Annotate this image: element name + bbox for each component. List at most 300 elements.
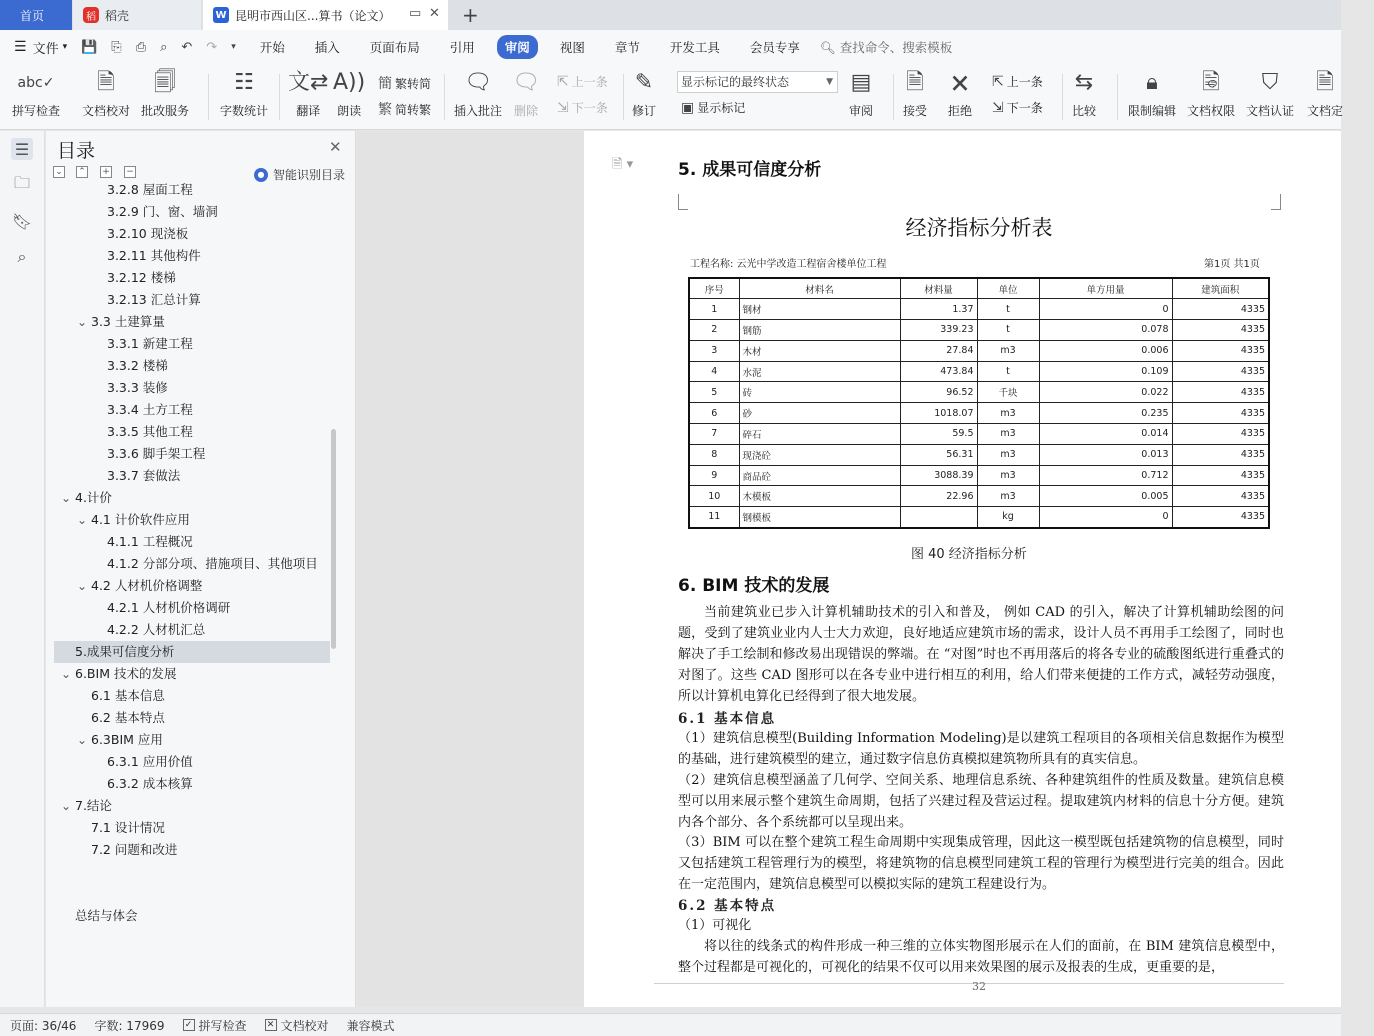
show-markup-button[interactable] <box>681 99 745 116</box>
toc-item <box>54 883 330 905</box>
reject-label: 拒绝 <box>948 104 973 118</box>
toc-item-label: 7.2 问题和改进 <box>91 842 178 857</box>
chevron-down-icon: ▾ <box>62 42 68 52</box>
toc-expand-icon[interactable]: ⌄ <box>77 513 88 527</box>
page-number: 32 <box>972 980 986 993</box>
table-cell: 钢材 <box>739 299 900 320</box>
menu-bar <box>0 30 1341 64</box>
toc-item[interactable] <box>54 575 330 597</box>
table-cell: 砖 <box>739 382 900 403</box>
table-header-cell: 建筑面积 <box>1172 278 1269 299</box>
quick-access-more-icon[interactable]: ▾ <box>231 42 236 52</box>
table-cell: 4335 <box>1172 424 1269 445</box>
toc-item-label: 3.3 土建算量 <box>91 314 165 329</box>
table-cell: 0.022 <box>1039 382 1172 403</box>
table-cell: 27.84 <box>900 340 977 361</box>
toc-expand-icon[interactable]: ⌄ <box>77 579 88 593</box>
toc-item-label: 3.2.9 门、窗、墙洞 <box>107 204 218 219</box>
table-cell: 9 <box>689 465 739 486</box>
toc-item[interactable] <box>54 399 330 421</box>
table-cell: 4335 <box>1172 465 1269 486</box>
menu-tab-2[interactable]: 页面布局 <box>369 40 420 55</box>
table-row <box>689 299 1269 320</box>
doc-proof-toggle[interactable] <box>265 1017 329 1034</box>
table-cell: 砂 <box>739 403 900 424</box>
toc-item[interactable] <box>54 751 330 773</box>
doc-proof-label: 文档校对 <box>82 104 131 118</box>
review-pane-button[interactable] <box>849 68 873 119</box>
ribbon-separator <box>1062 74 1063 120</box>
toc-item[interactable] <box>54 729 330 751</box>
table-cell: 0.109 <box>1039 361 1172 382</box>
table-cell: t <box>977 299 1039 320</box>
print-icon[interactable]: ⎙ <box>135 39 147 55</box>
prev-comment-icon: ⇱ <box>557 73 569 90</box>
toc-item-label: 6.2 基本特点 <box>91 710 165 725</box>
status-bar <box>0 1013 1341 1036</box>
review-pane-label: 审阅 <box>849 104 874 118</box>
chevron-down-icon: ▼ <box>826 77 833 87</box>
table-cell: t <box>977 320 1039 341</box>
table-cell: 木材 <box>739 340 900 361</box>
toc-item[interactable] <box>54 619 330 641</box>
toc-item[interactable] <box>54 817 330 839</box>
accept-button[interactable] <box>903 68 927 119</box>
trad-to-simp-button[interactable] <box>378 73 431 93</box>
toc-item[interactable] <box>54 179 330 201</box>
next-comment-button[interactable] <box>557 99 608 116</box>
toc-item-label: 7.结论 <box>75 798 112 813</box>
table-cell: 0.006 <box>1039 340 1172 361</box>
doc-rights-button[interactable] <box>1187 68 1235 119</box>
simp-to-trad-icon: 繁 <box>378 102 392 118</box>
table-cell: 1018.07 <box>900 403 977 424</box>
table-cell: m3 <box>977 486 1039 507</box>
tab-document[interactable] <box>203 0 448 30</box>
word-count-indicator[interactable]: 字数: 17969 <box>94 1018 165 1033</box>
toc-expand-icon[interactable]: ⌄ <box>61 491 72 505</box>
revise-icon: ✎ <box>634 70 654 95</box>
economic-indicator-table <box>688 277 1270 529</box>
table-header-cell: 单位 <box>977 278 1039 299</box>
toc-item[interactable] <box>54 311 330 333</box>
table-cell: t <box>977 361 1039 382</box>
spell-check-button[interactable] <box>12 68 60 119</box>
compare-button[interactable] <box>1072 68 1096 119</box>
tab-home-label: 首页 <box>20 8 45 23</box>
insert-comment-button[interactable] <box>454 68 502 119</box>
restore-tab-icon[interactable]: ▭ <box>409 6 422 21</box>
tab-daoke-label: 稻壳 <box>105 8 130 23</box>
toc-item[interactable] <box>54 905 330 927</box>
translate-label: 翻译 <box>296 104 321 118</box>
table-row <box>689 361 1269 382</box>
toc-item[interactable] <box>54 421 330 443</box>
project-name: 工程名称: 云光中学改造工程宿舍楼单位工程 <box>690 259 887 270</box>
table-cell: m3 <box>977 340 1039 361</box>
subsection-6-2-heading: 6.2 基本特点 <box>678 898 777 914</box>
doc-proof-icon: 🗎 <box>97 70 115 95</box>
reject-button[interactable] <box>948 68 972 119</box>
close-icon[interactable]: ✕ <box>329 138 342 156</box>
insert-comment-icon: 🗨 <box>464 70 492 95</box>
toc-item-label: 6.3BIM 应用 <box>91 732 163 747</box>
batch-service-icon: 🗐 <box>154 70 176 95</box>
batch-service-button[interactable] <box>141 68 189 119</box>
table-cell: 2 <box>689 320 739 341</box>
table-cell: 0.078 <box>1039 320 1172 341</box>
chapter-icon[interactable]: 🗀 <box>13 172 30 192</box>
section-5-heading: 5. 成果可信度分析 <box>678 160 822 180</box>
table-cell: 千块 <box>977 382 1039 403</box>
table-cell: 4335 <box>1172 486 1269 507</box>
toc-item[interactable] <box>54 245 330 267</box>
toc-item-label: 3.3.6 脚手架工程 <box>107 446 206 461</box>
table-header-cell: 材料量 <box>900 278 977 299</box>
table-cell: 4335 <box>1172 299 1269 320</box>
toc-item[interactable] <box>54 707 330 729</box>
tab-document-label: 昆明市西山区...算书（论文） <box>235 8 391 23</box>
toc-item-label: 4.2.2 人材机汇总 <box>107 622 206 637</box>
table-cell: 1 <box>689 299 739 320</box>
ribbon-separator <box>1117 74 1118 120</box>
toc-item[interactable] <box>54 443 330 465</box>
table-cell: 碎石 <box>739 424 900 445</box>
insert-comment-label: 插入批注 <box>454 104 503 118</box>
toc-item[interactable] <box>54 487 330 509</box>
toc-item-label: 4.1 计价软件应用 <box>91 512 190 527</box>
doc-rights-icon: 🗟 <box>1202 70 1220 95</box>
section-6-heading: 6. BIM 技术的发展 <box>678 576 830 596</box>
table-cell <box>900 507 977 528</box>
hamburger-icon: ☰ <box>14 39 27 55</box>
menu-tab-5[interactable]: 视图 <box>559 40 585 55</box>
table-cell: 0 <box>1039 299 1172 320</box>
toc-item-label: 7.1 设计情况 <box>91 820 165 835</box>
toc-item-label: 3.2.11 其他构件 <box>107 248 201 263</box>
new-tab-icon[interactable]: + <box>462 3 479 27</box>
toc-item-label: 3.3.3 装修 <box>107 380 168 395</box>
toc-item-label: 6.3.1 应用价值 <box>107 754 193 769</box>
table-cell: 96.52 <box>900 382 977 403</box>
file-menu[interactable] <box>14 38 67 57</box>
doc-rights-label: 文档权限 <box>1187 104 1236 118</box>
accept-icon: 🗎 <box>906 70 924 95</box>
table-cell: 0.712 <box>1039 465 1172 486</box>
toc-item-label: 3.3.5 其他工程 <box>107 424 193 439</box>
toc-scrollbar[interactable] <box>331 429 336 649</box>
prev-comment-button[interactable] <box>557 73 608 90</box>
restrict-edit-label: 限制编辑 <box>1128 104 1177 118</box>
toc-icon[interactable]: ☰ <box>11 138 33 160</box>
table-cell: 339.23 <box>900 320 977 341</box>
paragraph: （2）建筑信息模型涵盖了几何学、空间关系、地理信息系统、各种建筑组件的性质及数量。建筑信息模型可以用来展示整个建筑生命周期，包括了兴建过程及营运过程。提取建筑内材料的信息十分方便。建筑内各个部分、各个系统都可以呈现出来。 <box>678 773 1284 830</box>
spell-check-status-label: 拼写检查 <box>198 1018 247 1033</box>
collapse-all-icon[interactable]: ⌄ <box>53 166 65 178</box>
simp-to-trad-button[interactable] <box>378 99 431 119</box>
toc-item-label: 5.成果可信度分析 <box>75 644 175 659</box>
command-search[interactable]: 🔍︎ 查找命令、搜索模板 <box>819 40 953 55</box>
prev-comment-label: 上一条 <box>571 75 608 89</box>
doc-proof-status-label: 文档校对 <box>280 1018 329 1033</box>
table-title: 经济指标分析表 <box>905 216 1053 240</box>
spell-check-icon: abc✓ <box>17 75 55 91</box>
menu-tab-1[interactable]: 插入 <box>314 40 340 55</box>
table-cell: 0.235 <box>1039 403 1172 424</box>
toc-item-label: 3.2.12 楼梯 <box>107 270 176 285</box>
table-cell: 5 <box>689 382 739 403</box>
table-cell: 10 <box>689 486 739 507</box>
table-row <box>689 320 1269 341</box>
table-cell: 商品砼 <box>739 465 900 486</box>
document-page[interactable] <box>584 131 1341 1007</box>
table-cell: 11 <box>689 507 739 528</box>
prev-change-icon: ⇱ <box>992 73 1004 90</box>
toc-item-label: 4.1.1 工程概况 <box>107 534 193 549</box>
ribbon-separator <box>893 74 894 120</box>
expand-up-icon[interactable]: ⌃ <box>76 166 88 178</box>
compat-mode-indicator: 兼容模式 <box>346 1018 395 1033</box>
compare-label: 比较 <box>1072 104 1097 118</box>
table-cell: 0 <box>1039 507 1172 528</box>
file-menu-label: 文件 <box>32 41 59 57</box>
menu-tab-0[interactable]: 开始 <box>259 40 285 55</box>
revise-button[interactable] <box>632 68 656 119</box>
toc-item-label: 3.2.10 现浇板 <box>107 226 189 241</box>
tab-bar <box>0 0 1341 30</box>
table-cell: 钢筋 <box>739 320 900 341</box>
toc-expand-icon[interactable]: ⌄ <box>77 733 88 747</box>
table-header-cell: 单方用量 <box>1039 278 1172 299</box>
table-header-row <box>689 278 1269 299</box>
doc-more-button[interactable] <box>1307 68 1343 119</box>
menu-tab-6[interactable]: 章节 <box>614 40 640 55</box>
review-pane-icon: ▤ <box>850 70 872 95</box>
table-cell: 3088.39 <box>900 465 977 486</box>
word-count-icon: ☷ <box>234 70 254 95</box>
table-cell: 4335 <box>1172 320 1269 341</box>
table-cell: 3 <box>689 340 739 361</box>
toc-item[interactable] <box>54 663 330 685</box>
read-aloud-button[interactable] <box>333 68 365 119</box>
markup-state-value: 显示标记的最终状态 <box>681 75 790 89</box>
menu-tab-8[interactable]: 会员专享 <box>749 40 800 55</box>
revise-label: 修订 <box>632 104 657 118</box>
toc-item[interactable] <box>54 773 330 795</box>
add-heading-icon[interactable]: + <box>100 166 112 178</box>
table-cell: 4335 <box>1172 340 1269 361</box>
toc-item[interactable] <box>54 685 330 707</box>
next-change-icon: ⇲ <box>992 99 1004 116</box>
ribbon-separator <box>279 74 280 120</box>
remove-heading-icon[interactable]: − <box>124 166 136 178</box>
doc-more-label: 文档定 <box>1307 104 1344 118</box>
table-cell: 4335 <box>1172 361 1269 382</box>
delete-comment-button[interactable] <box>512 68 540 119</box>
word-count-button[interactable] <box>220 68 268 119</box>
paragraph: （1）可视化 <box>678 918 752 933</box>
crop-mark <box>678 194 688 210</box>
toc-panel <box>46 131 356 1007</box>
toc-item-label: 3.3.4 土方工程 <box>107 402 193 417</box>
table-row <box>689 403 1269 424</box>
cross-box-icon: ✕ <box>265 1019 277 1031</box>
toc-item[interactable] <box>54 509 330 531</box>
ribbon-separator <box>623 74 624 120</box>
toc-item[interactable] <box>54 839 330 861</box>
command-search-text: 查找命令、搜索模板 <box>839 40 953 55</box>
nav-icon-bar <box>0 131 45 1007</box>
toc-item[interactable] <box>54 377 330 399</box>
toc-item[interactable] <box>54 267 330 289</box>
table-cell: 1.37 <box>900 299 977 320</box>
table-header-cell: 序号 <box>689 278 739 299</box>
toc-item[interactable] <box>54 289 330 311</box>
ai-icon: ● <box>254 168 268 182</box>
translate-button[interactable] <box>288 68 328 119</box>
paragraph: 将以往的线条式的构件形成一种三维的立体实物图形展示在人们的面前，在 BIM 建筑信息模型中，整个过程都是可视化的，可视化的结果不仅可以用来效果图的展示及报表的生成，更重要的是， <box>678 939 1284 975</box>
toc-item[interactable] <box>54 795 330 817</box>
daoke-logo-icon: 稻 <box>83 7 99 23</box>
table-cell: 4335 <box>1172 444 1269 465</box>
restrict-edit-button[interactable] <box>1128 68 1176 119</box>
compare-icon: ⇆ <box>1074 70 1094 95</box>
search-icon[interactable]: ⌕ <box>17 247 27 266</box>
toc-item-label: 6.3.2 成本核算 <box>107 776 193 791</box>
table-cell: m3 <box>977 465 1039 486</box>
table-body <box>689 299 1269 528</box>
table-row <box>689 486 1269 507</box>
table-cell: 4335 <box>1172 403 1269 424</box>
paragraph: （1）建筑信息模型(Building Information Modeling)是以建筑工程项目的各项相关信息数据作为模型的基础，进行建筑模型的建立，通过数字信息仿真模拟建筑物所具有的真实信息。 <box>678 731 1284 767</box>
toc-item-label: 3.3.7 套做法 <box>107 468 181 483</box>
table-cell: 木模板 <box>739 486 900 507</box>
table-cell: 0.005 <box>1039 486 1172 507</box>
paragraph: 当前建筑业已步入计算机辅助技术的引入和普及， 例如 CAD 的引入，解决了计算机辅助绘图的问题，受到了建筑业业内人士大力欢迎，良好地适应建筑市场的需求，设计人员不再用手工绘图了，同时也解决了手工绘制和修改易出现错误的弊端。在 “对图”时也不再用落后的将各专业的硫酸图纸进行重叠式的对图了。这些 CAD 图形可以在各专业中进行相互的利用，给人们带来便捷的工作方式，减轻劳动强度，所以计算机电算化已经得到了很大地发展。 <box>678 605 1284 704</box>
table-row <box>689 465 1269 486</box>
read-aloud-label: 朗读 <box>337 104 362 118</box>
page-indicator[interactable]: 页面: 36/46 <box>10 1018 77 1033</box>
figure-caption: 图 40 经济指标分析 <box>911 547 1027 562</box>
toc-item <box>54 861 330 883</box>
toc-expand-icon[interactable]: ⌄ <box>61 667 72 681</box>
delete-comment-icon: 🗨 <box>512 70 540 95</box>
table-cell: m3 <box>977 444 1039 465</box>
ribbon-review <box>0 64 1344 130</box>
trad-to-simp-label: 繁转简 <box>395 76 432 91</box>
lock-icon: 🔒︎ <box>1146 70 1158 95</box>
reject-icon: 🗙 <box>951 70 969 95</box>
export-icon[interactable]: ⎘ <box>111 39 122 55</box>
toc-item[interactable] <box>54 355 330 377</box>
menu-tab-7[interactable]: 开发工具 <box>669 40 720 55</box>
writer-logo-icon: W <box>213 7 229 23</box>
table-cell: 6 <box>689 403 739 424</box>
tab-home[interactable] <box>0 0 72 30</box>
bookmark-icon[interactable]: 🔖︎ <box>11 211 33 231</box>
toc-item-label: 4.2 人材机价格调整 <box>91 578 203 593</box>
word-count-label: 字数统计 <box>220 104 269 118</box>
menu-tab-4[interactable]: 审阅 <box>497 35 538 59</box>
toc-item-label: 4.1.2 分部分项、措施项目、其他项目 <box>107 556 318 571</box>
toc-item-label: 4.计价 <box>75 490 112 505</box>
toc-title: 目录 <box>57 140 96 162</box>
toc-expand-icon[interactable]: ⌄ <box>77 315 88 329</box>
table-cell: 4335 <box>1172 507 1269 528</box>
undo-icon[interactable]: ↶ <box>181 39 193 55</box>
checkbox-icon: ✓ <box>183 1019 195 1031</box>
toc-item[interactable] <box>54 333 330 355</box>
toc-item[interactable] <box>54 553 330 575</box>
prev-change-label: 上一条 <box>1006 75 1043 89</box>
toc-item-label: 3.2.13 汇总计算 <box>107 292 201 307</box>
table-cell: 钢模板 <box>739 507 900 528</box>
table-cell: 0.013 <box>1039 444 1172 465</box>
spell-check-label: 拼写检查 <box>12 104 61 118</box>
toc-item[interactable] <box>54 641 330 663</box>
table-cell: 4335 <box>1172 382 1269 403</box>
paragraph: （3）BIM 可以在整个建筑工程生命周期中实现集成管理，因此这一模型既包括建筑物的信息模型，同时又包括建筑工程管理行为的模型，将建筑物的信息模型同建筑工程的管理行为模型进行完美的组合。因此在一定范围内，建筑信息模型可以模拟实际的建筑工程建设行为。 <box>678 835 1284 892</box>
shield-icon: ⛉ <box>1261 70 1279 95</box>
redo-icon[interactable]: ↷ <box>206 39 218 55</box>
page-options-icon[interactable]: 🗎 ▾ <box>612 157 634 172</box>
tab-daoke[interactable] <box>73 0 201 30</box>
table-cell: 56.31 <box>900 444 977 465</box>
toc-list <box>54 182 350 1000</box>
doc-more-icon: 🗎 <box>1316 70 1334 95</box>
table-cell: m3 <box>977 403 1039 424</box>
table-cell: 59.5 <box>900 424 977 445</box>
toc-expand-icon[interactable]: ⌄ <box>61 799 72 813</box>
table-cell: 水泥 <box>739 361 900 382</box>
read-aloud-icon: A)) <box>333 70 366 95</box>
prev-change-button[interactable] <box>992 73 1043 90</box>
toc-item-label: 总结与体会 <box>75 908 138 923</box>
translate-icon: 文⇄ <box>288 70 329 95</box>
table-row <box>689 340 1269 361</box>
table-cell: kg <box>977 507 1039 528</box>
toc-item[interactable] <box>54 597 330 619</box>
toc-item[interactable] <box>54 465 330 487</box>
table-row <box>689 382 1269 403</box>
table-row <box>689 444 1269 465</box>
toc-item-label: 6.1 基本信息 <box>91 688 165 703</box>
print-preview-icon[interactable]: ⌕ <box>160 39 168 55</box>
doc-proof-button[interactable] <box>82 68 130 119</box>
ribbon-separator <box>444 74 445 120</box>
save-icon[interactable]: 💾 <box>81 39 98 55</box>
menu-tab-3[interactable]: 引用 <box>449 40 475 55</box>
toc-item[interactable] <box>54 531 330 553</box>
next-change-button[interactable] <box>992 99 1043 116</box>
spell-check-toggle[interactable] <box>183 1017 247 1034</box>
toc-item[interactable] <box>54 223 330 245</box>
close-tab-icon[interactable]: ✕ <box>429 6 440 21</box>
batch-service-label: 批改服务 <box>141 104 190 118</box>
table-cell: m3 <box>977 424 1039 445</box>
canvas-margin <box>357 131 584 1007</box>
page-footer-rule <box>654 983 1284 984</box>
crop-mark <box>1271 194 1281 210</box>
trad-to-simp-icon: 簡 <box>378 76 392 92</box>
next-change-label: 下一条 <box>1006 101 1043 115</box>
simp-to-trad-label: 简转繁 <box>395 102 432 117</box>
table-cell: 0.014 <box>1039 424 1172 445</box>
accept-label: 接受 <box>903 104 928 118</box>
doc-cert-button[interactable] <box>1246 68 1294 119</box>
markup-state-select[interactable] <box>677 71 838 93</box>
toc-item[interactable] <box>54 201 330 223</box>
